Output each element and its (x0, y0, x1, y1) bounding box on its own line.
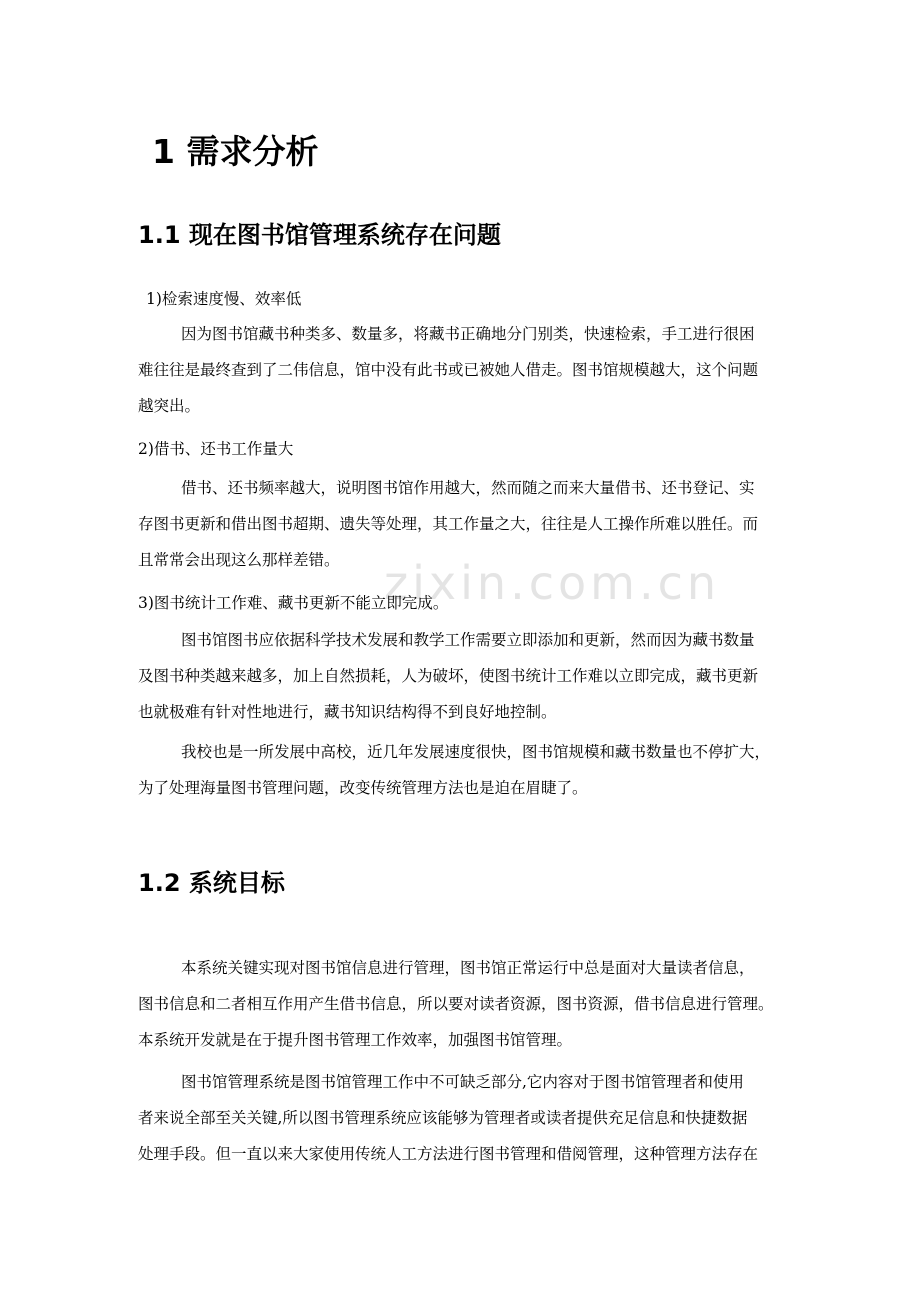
paragraph-line: 难往往是最终查到了二伟信息，馆中没有此书或已被她人借走。图书馆规模越大，这个问题 (138, 361, 759, 379)
paragraph-line: 图书信息和二者相互作用产生借书信息，所以要对读者资源，图书资源，借书信息进行管理。 (138, 995, 774, 1013)
paragraph-system-goal-1 (138, 950, 784, 1058)
paragraph-line: 因为图书馆藏书种类多、数量多，将藏书正确地分门别类，快速检索，手工进行很困 (181, 325, 755, 343)
chapter-heading: 1 需求分析 (152, 132, 319, 171)
paragraph-retrieval (138, 316, 784, 424)
subsection-label-2: 2)借书、还书工作量大 (138, 440, 294, 458)
paragraph-line: 为了处理海量图书管理问题，改变传统管理方法也是迫在眉睫了。 (138, 779, 588, 797)
paragraph-line: 及图书种类越来越多，加上自然损耗，人为破坏，使图书统计工作难以立即完成，藏书更新 (138, 667, 759, 685)
paragraph-line: 者来说全部至关关键,所以图书管理系统应该能够为管理者或读者提供充足信息和快捷数据 (138, 1109, 748, 1127)
paragraph-statistics (138, 622, 784, 730)
section-heading-1-1: 1.1 现在图书馆管理系统存在问题 (138, 221, 501, 249)
paragraph-line: 也就极难有针对性地进行，藏书知识结构得不到良好地控制。 (138, 703, 557, 721)
paragraph-line: 图书馆图书应依据科学技术发展和教学工作需要立即添加和更新，然而因为藏书数量 (181, 631, 755, 649)
paragraph-line: 处理手段。但一直以来大家使用传统人工方法进行图书管理和借阅管理，这种管理方法存在 (138, 1145, 759, 1163)
paragraph-line: 我校也是一所发展中高校，近几年发展速度很快，图书馆规模和藏书数量也不停扩大， (181, 743, 771, 761)
paragraph-system-goal-2 (138, 1064, 784, 1172)
paragraph-line: 本系统开发就是在于提升图书管理工作效率，加强图书馆管理。 (138, 1031, 573, 1049)
paragraph-line: 图书馆管理系统是图书馆管理工作中不可缺乏部分,它内容对于图书馆管理者和使用 (181, 1073, 744, 1091)
watermark-text: zixin.com.cn (384, 556, 721, 610)
subsection-label-3: 3)图书统计工作难、藏书更新不能立即完成。 (138, 594, 449, 612)
section-heading-1-2: 1.2 系统目标 (138, 869, 285, 897)
paragraph-borrowing (138, 470, 784, 578)
paragraph-school (138, 734, 784, 806)
paragraph-line: 本系统关键实现对图书馆信息进行管理，图书馆正常运行中总是面对大量读者信息， (181, 959, 755, 977)
paragraph-line: 借书、还书频率越大，说明图书馆作用越大，然而随之而来大量借书、还书登记、实 (181, 479, 755, 497)
paragraph-line: 存图书更新和借出图书超期、遗失等处理，其工作量之大，往往是人工操作所难以胜任。而 (138, 515, 759, 533)
subsection-label-1: 1)检索速度慢、效率低 (146, 290, 302, 308)
paragraph-line: 且常常会出现这么那样差错。 (138, 551, 340, 569)
paragraph-line: 越突出。 (138, 397, 201, 415)
